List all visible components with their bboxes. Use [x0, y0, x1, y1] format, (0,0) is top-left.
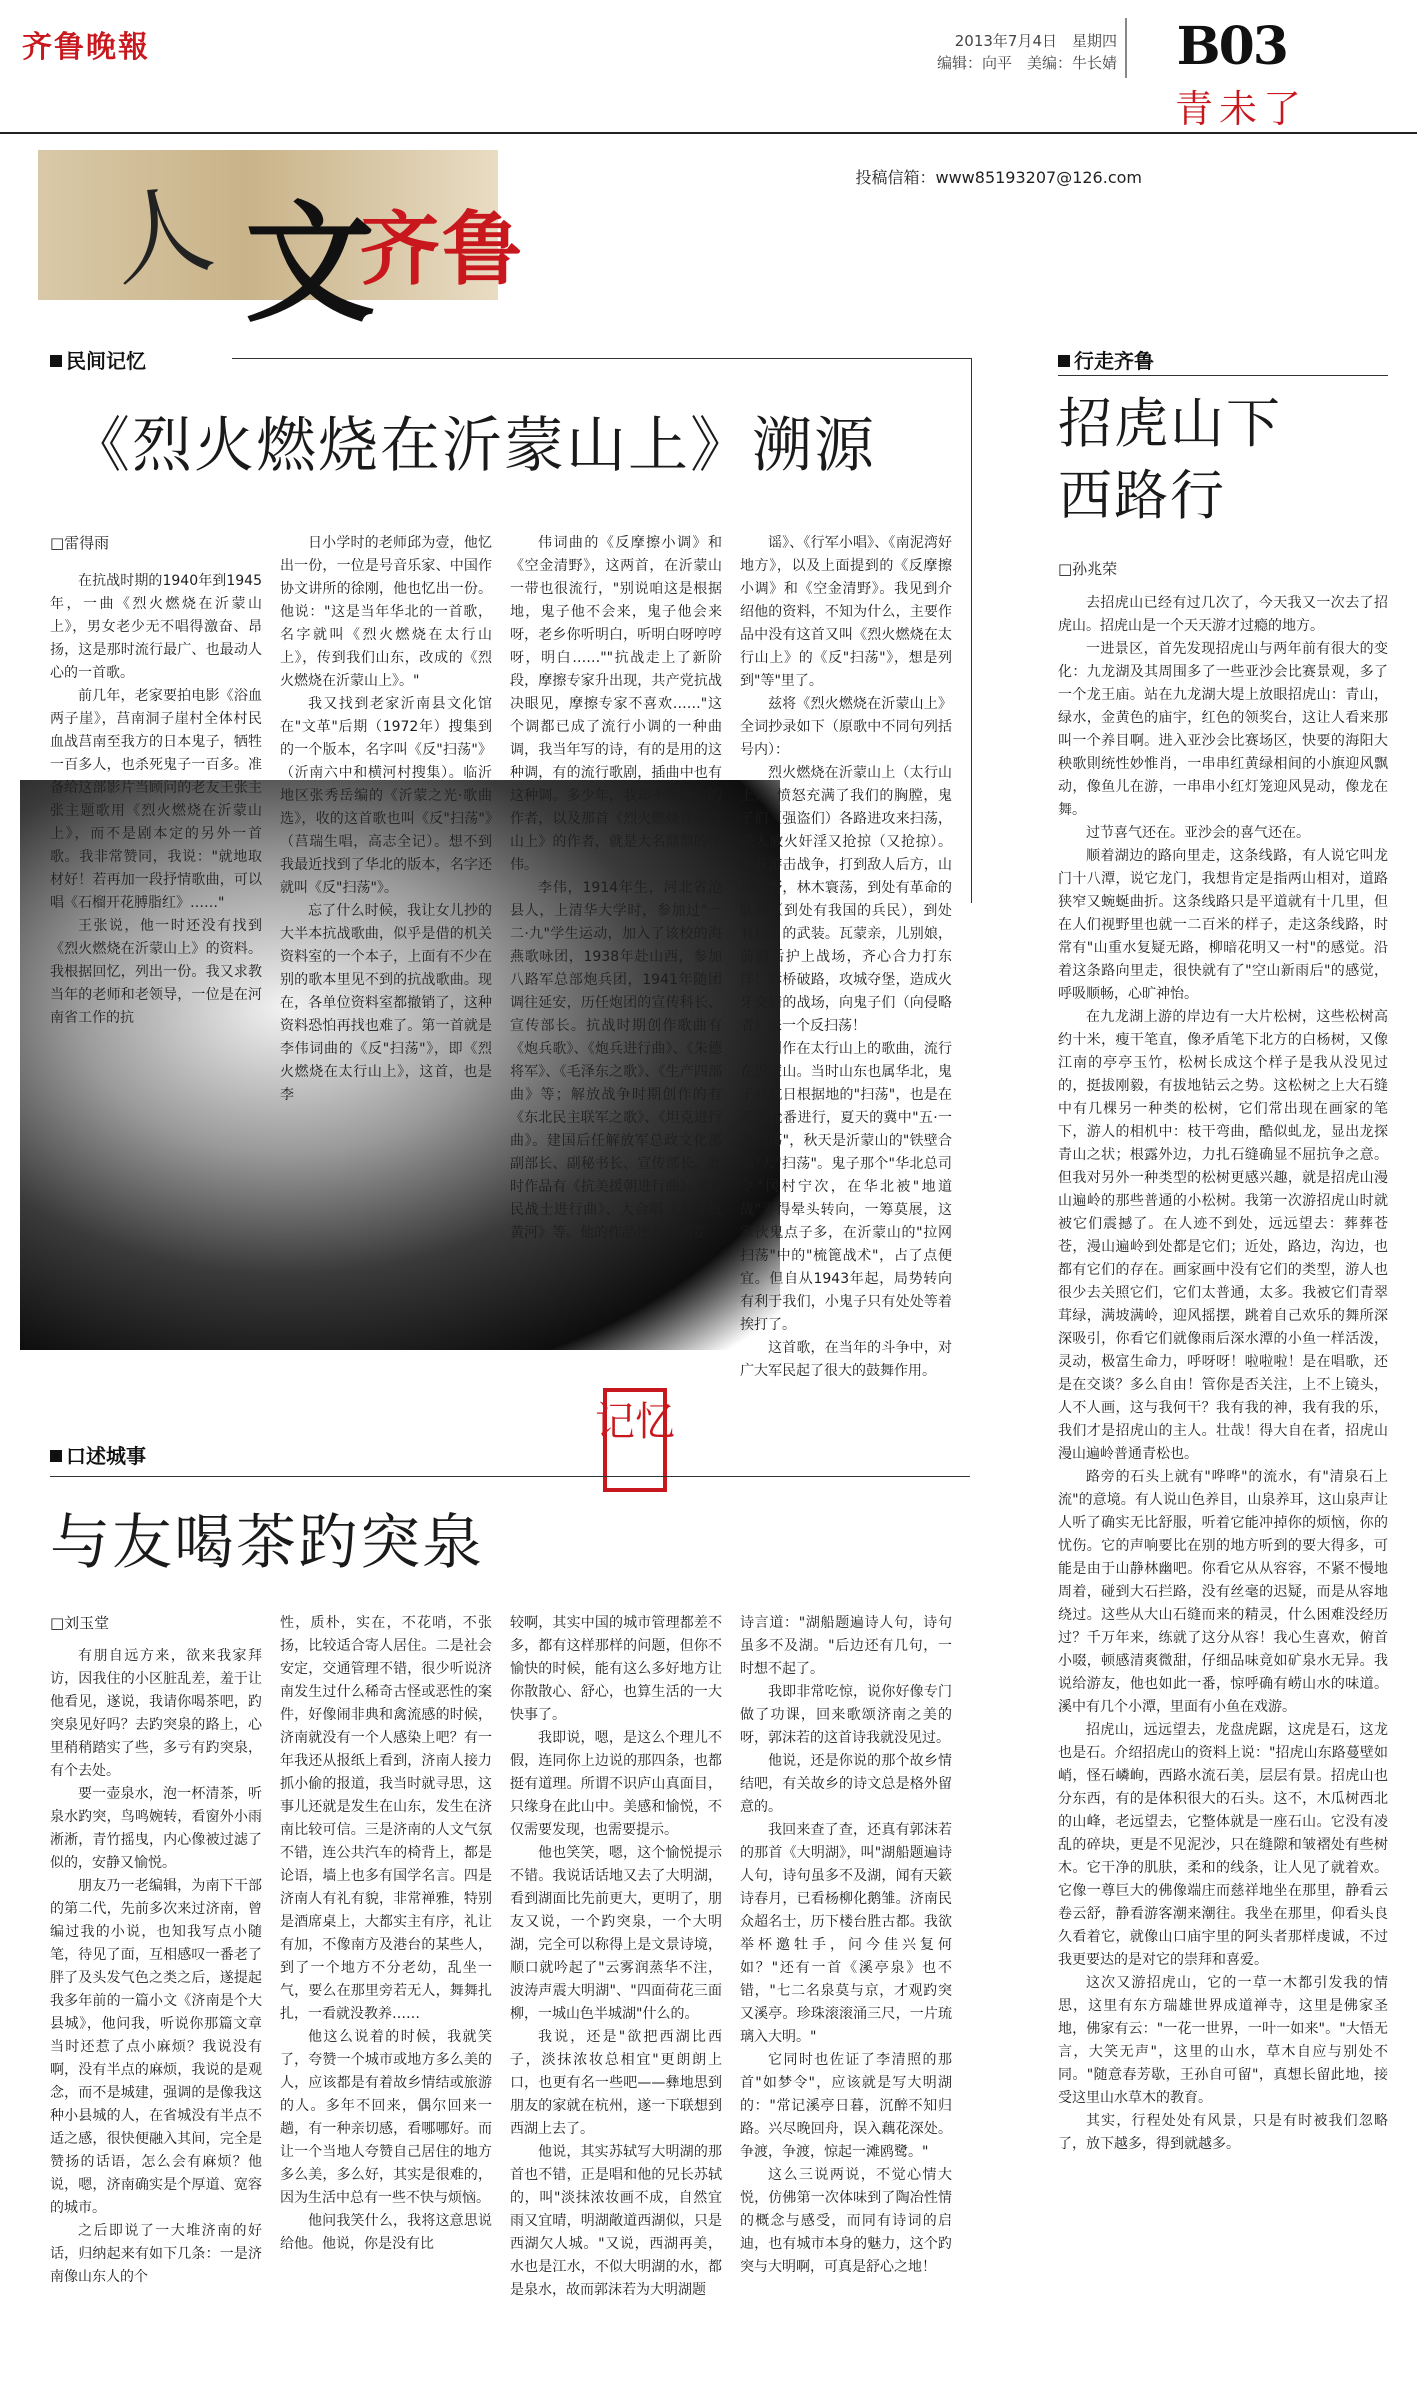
paragraph: 谣》、《行军小唱》、《南泥湾好地方》，以及上面提到的《反摩擦小调》和《空金清野》。我见到介绍他的资料，不知为什么，主要作品中没有这首又叫《烈火燃烧在太行山上》的《反"扫荡"》，想是列到"等"里了。 [740, 535, 952, 689]
article1-frame-top [232, 358, 972, 359]
paragraph: 伟词曲的《反摩擦小调》和《空金清野》，这两首，在沂蒙山一带也很流行，"别说咱这是根据地，鬼子他不会来，鬼子他会来呀，老乡你听明白，听明白呀哼哼呀，明白……""抗战走上了新阶段，摩擦专家升出现，共产党抗战决眼见，摩擦专家不喜欢……"这个调都已成了流行小调的一种曲调，我当年写的诗，有的是用的这种调，有的流行歌剧，插曲中也有这种调。多少年，我却不知道它的作者，以及那首《烈火燃烧在太行山上》的作者，就是大名鼎鼎的李伟。 [510, 535, 722, 873]
article1-author: □雷得雨 [50, 534, 110, 552]
paragraph: 李伟，1914年生，河北省沧县人，上清华大学时，参加过"一二·九"学生运动，加入了该校的海燕歌咏团，1938年赴山西，参加八路军总部炮兵团，1941年随团调往延安，历任炮团的宣传科长、宣传部长。抗战时期创作歌曲有《炮兵歌》、《炮兵进行曲》、《朱德将军》、《毛泽东之歌》、《生产四部曲》等；解放战争时期创作的有《东北民主联军之歌》、《坦克进行曲》。建国后任解放军总政文化部副部长、副秘书长、宣传部长。此时作品有《抗美援朝进行曲》、《人民战士进行曲》、大合唱《英雄战黄河》等。他的作品还有《割麦 [510, 880, 722, 1241]
paragraph: 前几年，老家要拍电影《浴血两子崖》，莒南洞子崖村全体村民血战莒南至我方的日本鬼子，牺牲一百多人，也杀死鬼子一百多。准备给这部影片当顾问的老友王张主张主题歌用《烈火燃烧在沂蒙山上》，而不是剧本定的另外一首歌。我非常赞同，我说："就地取材好！若再加一段抒情歌曲，可以唱《石榴开花膊脂红》……" [50, 688, 262, 911]
page-info [937, 30, 1117, 74]
seal-char-1: 记忆 [595, 1399, 675, 1445]
paragraph: 之后即说了一大堆济南的好话，归纳起来有如下几条：一是济南像山东人的个 [50, 2223, 262, 2285]
article3-title-line-1: 招虎山下 [1058, 392, 1282, 455]
article1-column-3 [510, 532, 722, 1252]
article3-author: □孙兆荣 [1058, 560, 1118, 578]
paragraph: 这么三说两说，不觉心情大悦，仿佛第一次体味到了陶冶性情的概念与感受，而同有诗词的启迪，也有城市本身的魅力，这个趵突与大明啊，可真是舒心之地！ [740, 2167, 952, 2275]
paragraph: 路旁的石头上就有"哗哗"的流水，有"清泉石上流"的意境。有人说山色养目，山泉养耳，这山泉声让人听了确实无比舒服，听着它能冲掉你的烦恼，你的忧伤。它的声响要比在别的地方听到的要大得多，可能是由于山静林幽吧。你看它从从容容，不紧不慢地周着，碰到大石拦路，没有丝毫的迟疑，而是从容地绕过。这些从大山石缝而来的精灵，什么困难没经历过？千万年来，练就了这分从容！我心生喜欢，俯首小啜，顿感清爽微甜，仔细品味竟如矿泉水无异。我说给游友，他也如此一番，惊呼确有崂山水的味道。溪中有几个小潭，里面有小鱼在戏游。 [1058, 1469, 1388, 1715]
paragraph: 较啊，其实中国的城市管理都差不多，都有这样那样的问题，但你不愉快的时候，能有这么多好地方让你散散心、舒心，也算生活的一大快事了。 [510, 1615, 722, 1723]
paragraph: 烈火燃烧在沂蒙山上（太行山上），愤怒充满了我们的胸膛，鬼子们（强盗们）各路进攻来扫荡，杀人放火奸淫又抢掠（又抢掠）。展开游击战争，打到敌人后方，山川素野，林木寰荡，到处有革命的队伍（到处有我国的兵民），到处有抗日的武装。瓦蒙亲，儿别娘，前拥后护上战场，齐心合力打东洋！拆桥破路，攻城夺堡，造成火牙交错的战场，向鬼子们（向侵略者）来一个反扫荡！ [740, 765, 952, 1034]
article2-column-1 [50, 1645, 262, 2380]
article1-frame-right [971, 358, 972, 903]
paragraph: 我即说，嗯，是这么个理儿不假，连同你上边说的那四条，也都挺有道理。所谓不识庐山真面目，只缘身在此山中。美感和愉悦，不仅需要发现，也需要提示。 [510, 1730, 722, 1838]
banner-char-wen: 文 [245, 187, 376, 340]
paragraph: 创作在太行山上的歌曲，流行在沂蒙山。当时山东也属华北，鬼子对抗日根据地的"扫荡"，也是在两地轮番进行，夏天的冀中"五·一大扫荡"，秋天是沂蒙山的"铁壁合围"大"扫荡"。鬼子那个"华北总司令"冈村宁次，在华北被"地道战"弄得晕头转向，一筹莫展，这家伙鬼点子多，在沂蒙山的"拉网扫荡"中的"梳篦战术"，占了点便宜。但自从1943年起，局势转向有利于我们，小鬼子只有处处等着挨打了。 [740, 1041, 952, 1333]
paragraph: 我说，还是"欲把西湖比西子，淡抹浓妆总相宜"更朗朗上口，也更有名一些吧——彝地思到朋友的家就在杭州，遂一下联想到西湖上去了。 [510, 2029, 722, 2137]
page-number: B03 [1176, 16, 1287, 77]
article1-column-1 [50, 570, 262, 1026]
submission-email: 投稿信箱：www85193207@126.com [855, 168, 1142, 187]
article1-column-4 [740, 532, 952, 1402]
paragraph: 这次又游招虎山，它的一草一木都引发我的情思，这里有东方瑞雄世界成道禅寺，这里是佛家圣地，佛家有云："一花一世界，一叶一如来"。"大悟无言，大笑无声"，这里的山水，草木自应与别处不同。"随意春芳歇，王孙自可留"，真想长留此地，接受这里山水草木的教育。 [1058, 1975, 1388, 2106]
article3-title-line-2: 西路行 [1058, 464, 1226, 527]
paragraph: 其实，行程处处有风景，只是有时被我们忽略了，放下越多，得到就越多。 [1058, 2113, 1388, 2152]
paragraph: 要一壶泉水，泡一杯清茶，听泉水趵突，鸟鸣婉转，看窗外小雨淅淅，青竹摇曳，内心像被过滤了似的，安静又愉悦。 [50, 1786, 262, 1871]
paragraph: 在抗战时期的1940年到1945年，一曲《烈火燃烧在沂蒙山上》，男女老少无不唱得激奋、昂扬，这是那时流行最广、也最动人心的一首歌。 [50, 573, 262, 681]
paragraph: 日小学时的老师邱为壹，他忆出一份，一位是号音乐家、中国作协文讲所的徐刚，他也忆出一份。他说："这是当年华北的一首歌，名字就叫《烈火燃烧在太行山上》，传到我们山东，改成的《烈火燃烧在沂蒙山上》。" [280, 535, 492, 689]
issue-date: 2013年7月4日 星期四 [954, 32, 1117, 50]
paragraph: 他也笑笑，嗯，这个愉悦提示不错。我说话话地又去了大明湖，看到湖面比先前更大，更明了，朋友又说，一个趵突泉，一个大明湖，完全可以称得上是文景诗境，顺口就吟起了"云雾润蒸华不注，波涛声震大明湖"、"四面荷花三面柳，一城山色半城湖"什么的。 [510, 1845, 722, 2022]
paragraph: 它同时也佐证了李清照的那首"如梦令"，应该就是写大明湖的："常记溪亭日暮，沉醉不知归路。兴尽晚回舟，误入藕花深处。争渡，争渡，惊起一滩鸥鹭。" [740, 2052, 952, 2160]
paragraph: 性，质朴，实在，不花哨，不张扬，比较适合寄人居住。二是社会安定，交通管理不错，很少听说济南发生过什么稀奇古怪或恶性的案件，好像闹非典和禽流感的时候，济南就没有一个人感染上吧？有一年我还从报纸上看到，济南人接力抓小偷的报道，我当时就寻思，这事儿还就是发生在山东，发生在济南比较可信。三是济南的人文气氛不错，连公共汽车的椅背上，都是论语，墙上也多有国学名言。四是济南人有礼有貌，非常禅雅，特别是酒席桌上，大都实主有序，礼让有加，不像南方及港台的某些人，到了一个地方不分老幼，乱坐一气，要么在那里旁若无人，舞舞扎扎，一看就没教养…… [280, 1615, 492, 2022]
paragraph: 去招虎山已经有过几次了，今天我又一次去了招虎山。招虎山是一个天天游才过瘾的地方。 [1058, 595, 1388, 634]
memory-seal-stamp [575, 1380, 695, 1500]
article3-column [1058, 592, 1388, 2382]
header-rule [0, 132, 1417, 134]
paragraph: 王张说，他一时还没有找到《烈火燃烧在沂蒙山上》的资料。我根据回忆，列出一份。我又求教当年的老师和老领导，一位是在河南省工作的抗 [50, 918, 262, 1026]
paragraph: 有朋自远方来，欲来我家拜访，因我住的小区脏乱差，羞于让他看见，遂说，我请你喝茶吧，趵突泉见好吗？去趵突泉的路上，心里稍稍踏实了些，多亏有趵突泉，有个去处。 [50, 1648, 262, 1779]
article2-section-label: 口述城事 [50, 1440, 146, 1469]
paragraph: 兹将《烈火燃烧在沂蒙山上》全词抄录如下（原歌中不同句列括号内）： [740, 696, 952, 758]
paragraph: 顺着湖边的路向里走，这条线路，有人说它叫龙门十八潭，说它龙门，我想肯定是指两山相对，道路狭窄又蜿蜒曲折。这条线路只是平道就有十几里，但在人们视野里也就一二百米的样子，走这条线路，时常有"山重水复疑无路，柳暗花明又一村"的感觉。沿着这条路向里走，很快就有了"空山新雨后"的感觉，呼吸顺畅，心旷神怡。 [1058, 848, 1388, 1002]
paragraph: 他说，还是你说的那个故乡情结吧，有关故乡的诗文总是格外留意的。 [740, 1753, 952, 1815]
paragraph: 他问我笑什么，我将这意思说给他。他说，你是没有比 [280, 2213, 492, 2252]
paragraph: 这首歌，在当年的斗争中，对广大军民起了很大的鼓舞作用。 [740, 1340, 952, 1379]
paragraph: 我即非常吃惊，说你好像专门做了功课，回来歌颂济南之美的呀，郭沫若的这首诗我就没见过。 [740, 1684, 952, 1746]
banner-char-ren: 人 [102, 169, 221, 302]
edition-name: 青未了 [1174, 87, 1307, 131]
paragraph: 他这么说着的时候，我就笑了，夸赞一个城市或地方多么美的人，应该都是有着故乡情结或旅游的人。多年不回来，偶尔回来一趟，有一种亲切感，看哪哪好。而让一个当地人夸赞自己居住的地方多么美，多么好，其实是很难的，因为生活中总有一些不快与烦恼。 [280, 2029, 492, 2206]
article1-column-2 [280, 532, 492, 1112]
paragraph: 一进景区，首先发现招虎山与两年前有很大的变化：九龙湖及其周围多了一些亚沙会比赛景观，多了一个龙王庙。站在九龙湖大堤上放眼招虎山：青山，绿水，金黄色的庙宇，红色的领奖台，这让人看来那叫一个养目啊。进入亚沙会比赛场区，快要的海阳大秧歌則统性妙惟肖，一串串红黄绿相间的小旗迎风飘动，像鱼儿在游，一串串小红灯笼迎风晃动，像龙在舞。 [1058, 641, 1388, 818]
paragraph: 我回来查了查，还真有郭沫若的那首《大明湖》，叫"湖船题遍诗人句，诗句虽多不及湖，闻有天簌诗春月，已看杨柳化鹅雏。济南民众超名士，历下楼台胜古都。我欲举杯邀牡手，问今佳兴复何如？"还有一首《溪亭泉》也不错，"七二名泉莫与京，才观趵突又溪亭。珍珠滚滚涌三尺，一片琉璃入大明。" [740, 1822, 952, 2045]
article2-title: 与友喝茶趵突泉 [50, 1508, 484, 1578]
article2-author: □刘玉堂 [50, 1614, 110, 1632]
paragraph: 朋友乃一老编辑，为南下干部的第二代，先前多次来过济南，曾编过我的小说，也知我写点小随笔，待见了面，互相感叹一番老了胖了及头发气色之类之后，遂提起我多年前的一篇小文《济南是个大县城》，他问我，听说你那篇文章当时还惹了点小麻烦？我说没有啊，没有半点的麻烦，我说的是观念，而不是城建，强调的是像我这种小县城的人，在省城没有半点不适之感，很快便融入其间，完全是赞扬的话语，怎么会有麻烦？他说，嗯，济南确实是个厚道、宽容的城市。 [50, 1878, 262, 2216]
article1-title: 《烈火燃烧在沂蒙山上》溯源 [70, 411, 876, 481]
article3-title [1058, 388, 1282, 532]
paragraph: 忘了什么时候，我让女儿抄的大半本抗战歌曲，似乎是借的机关资料室的一个本子，上面有不少在别的歌本里见不到的抗战歌曲。现在，各单位资料室都撤销了，这种资料恐怕再找也难了。第一首就是李伟词曲的《反"扫荡"》，即《烈火燃烧在太行山上》，这首，也是李 [280, 903, 492, 1103]
article3-rule [1058, 375, 1388, 376]
article2-rule [50, 1476, 970, 1477]
article2-column-2 [280, 1612, 492, 2380]
paragraph: 他说，其实苏轼写大明湖的那首也不错，正是唱和他的兄长苏轼的，叫"淡抹浓妆画不成，自然宜雨又宜晴，明湖敞道西湖似，只是西湖欠人城。"又说，西湖再美，水也是江水，不似大明湖的水，都是泉水，故而郭沫若为大明湖题 [510, 2144, 722, 2298]
article2-column-4 [740, 1612, 952, 2380]
article3-section-label: 行走齐鲁 [1058, 345, 1154, 374]
paragraph: 过节喜气还在。亚沙会的喜气还在。 [1086, 825, 1310, 841]
banner-char-qilu: 齐鲁 [360, 203, 524, 296]
paragraph: 在九龙湖上游的岸边有一大片松树，这些松树高约十米，瘦干笔直，像矛盾笔下北方的白杨树，又像江南的亭亭玉竹，松树长成这个样子是我从没见过的，挺拔刚毅，有拔地钻云之势。这松树之上大石缝中有几棵另一种类的松树，它们常出现在画家的笔下，游人的相机中：枝干弯曲，酷似虬龙，显出龙探青山之状；根露外边，力扎石缝确显不屈抗争之意。但我对另外一种类型的松树更感兴趣，就是招虎山漫山遍岭的那些普通的小松树。我第一次游招虎山时就被它们震撼了。在人迹不到处，远远望去：葬葬苍苍，漫山遍岭到处都是它们；近处，路边，沟边，也都有它们的存在。画家画中没有它们的类型，游人也很少去关照它们，它们太普通，太多。我被它们青翠茸绿，满坡满岭，迎风摇摆，跳着自己欢乐的舞所深深吸引，你看它们就像雨后深水潭的小鱼一样活泼，灵动，极富生命力，呼呀呀！啦啦啦！是在唱歌，还是在交谈？多么自由！管你是否关注，上不上镜头，人不人画，这与我何干？我有我的神，我有我的乐，我们才是招虎山的主人。壮哉！得大自在者，招虎山漫山遍岭普通青松也。 [1058, 1009, 1388, 1462]
article1-section-label: 民间记忆 [50, 345, 146, 374]
paragraph: 我又找到老家沂南县文化馆在"文革"后期（1972年）搜集到的一个版本，名字叫《反"扫荡"》（沂南六中和横河村搜集）。临沂地区张秀岳编的《沂蒙之光·歌曲选》，收的这首歌也叫《反"扫荡"》（莒瑞生唱，高志全记）。想不到我最近找到了华北的版本，名字还就叫《反"扫荡"》。 [280, 696, 492, 896]
header-divider [1125, 18, 1127, 78]
newspaper-logo: 齐鲁晚報 [22, 30, 150, 65]
paragraph: 招虎山，远远望去，龙盘虎踞，这虎是石，这龙也是石。介绍招虎山的资料上说："招虎山东路蔓壁如峭，怪石嶙峋，西路水流石美，层层有景。招虎山也分东西，有的是体积很大的石头。这不，木瓜树西北的山峰，老远望去，它整体就是一座石山。它没有凌乱的碎块，更是不见泥沙，只在缝隙和皱褶处有些树木。它干净的肌肤，柔和的线条，让人见了就着欢。它像一尊巨大的佛像端庄而慈祥地坐在那里，静看云卷云舒，静看游客潮来潮往。我坐在那里，仰看头良久看着它，就像山口庙宇里的阿头者那样虔诚，不过我更要达的是对它的崇拜和喜爱。 [1058, 1722, 1388, 1968]
editor-credits: 编辑：向平 美编：牛长婧 [936, 54, 1117, 72]
article2-column-3 [510, 1612, 722, 2380]
paragraph: 诗言道："湖船题遍诗人句，诗句虽多不及湖。"后边还有几句，一时想不起了。 [740, 1615, 952, 1677]
